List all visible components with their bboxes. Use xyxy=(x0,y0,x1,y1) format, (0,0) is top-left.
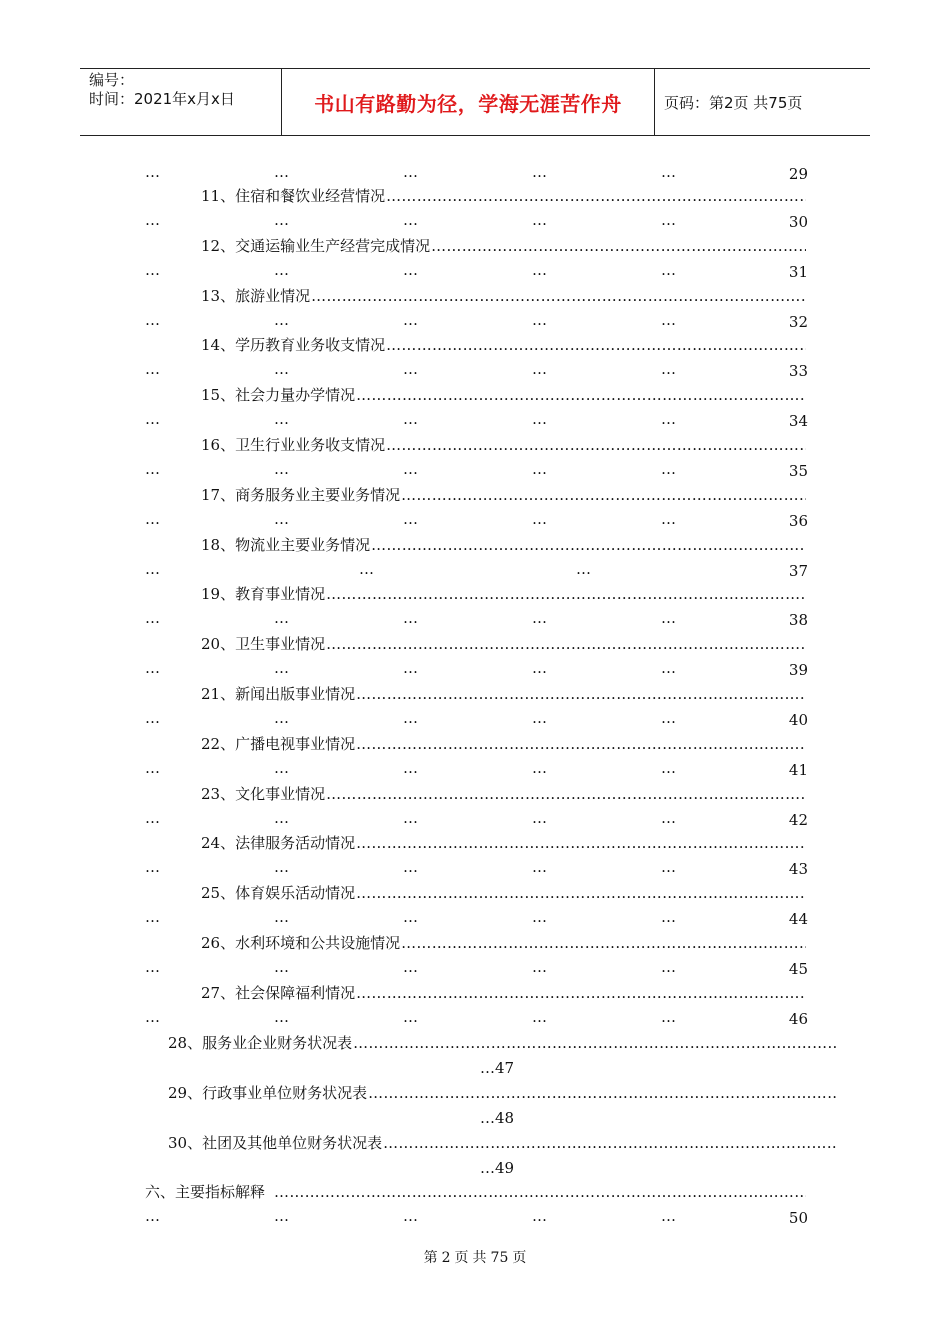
continuation-row-ellipsis: … xyxy=(532,1207,546,1225)
continuation-row-ellipsis: … xyxy=(532,1007,546,1026)
toc-page-number: 37 xyxy=(788,561,808,580)
continuation-row-ellipsis: … xyxy=(145,1007,159,1026)
toc-entry xyxy=(201,933,806,953)
toc-entry xyxy=(201,335,806,355)
footer-gong: 共 xyxy=(472,1250,487,1266)
toc-entry-title: 水利环境和公共设施情况 xyxy=(235,934,401,952)
continuation-row-ellipsis: … xyxy=(274,659,288,678)
continuation-row-ellipsis: … xyxy=(576,559,590,578)
toc-entry-title: 行政事业单位财务状况表 xyxy=(202,1083,368,1102)
continuation-row-ellipsis: … xyxy=(274,211,288,229)
toc-page-number: 34 xyxy=(788,412,808,431)
continuation-row-ellipsis: … xyxy=(403,360,417,379)
footer-page-number: 2 xyxy=(441,1250,451,1266)
toc-entry-number: 17、 xyxy=(201,485,236,504)
toc-dot-leader xyxy=(274,1182,806,1202)
continuation-row-ellipsis: … xyxy=(532,808,546,827)
footer-total-pages: 75 xyxy=(490,1250,509,1266)
toc-page-number: …49 xyxy=(480,1158,515,1177)
toc-entry-title: 交通运输业生产经营完成情况 xyxy=(235,236,431,255)
toc-entry-title: 新闻出版事业情况 xyxy=(235,685,356,703)
continuation-row-ellipsis: … xyxy=(403,609,417,628)
footer-ye-2: 页 xyxy=(512,1250,527,1266)
toc-entry-title: 体育娱乐活动情况 xyxy=(235,884,356,903)
continuation-row-ellipsis: … xyxy=(532,163,546,181)
toc-entry-number: 11、 xyxy=(201,187,236,205)
toc-entry xyxy=(201,584,806,604)
continuation-row-ellipsis: … xyxy=(403,163,417,181)
continuation-row-ellipsis: … xyxy=(403,758,417,777)
toc-entry-number: 27、 xyxy=(201,983,236,1002)
toc-entry xyxy=(201,833,806,853)
continuation-row-ellipsis: … xyxy=(274,410,288,429)
time-label: 时间：2021年x月x日 xyxy=(89,90,235,108)
continuation-row-ellipsis: … xyxy=(403,509,417,528)
continuation-row-ellipsis: … xyxy=(145,659,159,678)
toc-entry-title: 学历教育业务收支情况 xyxy=(235,336,386,355)
continuation-row-ellipsis: … xyxy=(403,958,417,976)
continuation-row-ellipsis: … xyxy=(145,1207,159,1225)
toc-entry-title: 文化事业情况 xyxy=(235,784,326,803)
continuation-row-ellipsis: … xyxy=(532,858,546,877)
toc-dot-leader xyxy=(326,634,806,654)
toc-page-number: 44 xyxy=(788,910,808,929)
continuation-row-ellipsis: … xyxy=(145,509,159,528)
toc-page-number: 36 xyxy=(788,511,808,530)
serial-label: 编号： xyxy=(89,71,135,89)
continuation-row-ellipsis: … xyxy=(532,211,546,229)
toc-table-entry xyxy=(168,1083,838,1103)
toc-entry-number: 13、 xyxy=(201,286,236,305)
continuation-row-ellipsis: … xyxy=(403,460,417,478)
footer-di: 第 xyxy=(423,1250,438,1266)
continuation-row-ellipsis: … xyxy=(145,310,159,329)
continuation-row-ellipsis: … xyxy=(403,1207,417,1225)
toc-entry-title: 旅游业情况 xyxy=(235,286,311,305)
toc-page-number: 32 xyxy=(788,312,808,331)
toc-entry-number: 15、 xyxy=(201,386,236,405)
continuation-row-ellipsis: … xyxy=(403,709,417,727)
toc-page-number: 39 xyxy=(788,661,808,680)
toc-section-entry xyxy=(145,1182,806,1202)
continuation-row-ellipsis: … xyxy=(274,460,288,478)
toc-entry-number: 12、 xyxy=(201,236,236,255)
continuation-row-ellipsis: … xyxy=(661,758,675,777)
continuation-row-ellipsis: … xyxy=(274,310,288,329)
continuation-row-ellipsis: … xyxy=(145,260,159,279)
continuation-row-ellipsis: … xyxy=(145,559,159,578)
toc-entry xyxy=(201,734,806,754)
continuation-row-ellipsis: … xyxy=(403,659,417,678)
toc-entry-number: 26、 xyxy=(201,934,236,952)
toc-dot-leader xyxy=(368,1083,838,1103)
toc-page-number: 45 xyxy=(788,960,808,978)
motto-text: 书山有路勤为径，学海无涯苦作舟 xyxy=(314,91,622,116)
continuation-row-ellipsis: … xyxy=(661,360,675,379)
continuation-row-ellipsis: … xyxy=(661,260,675,279)
continuation-row-ellipsis: … xyxy=(661,410,675,429)
continuation-row-ellipsis: … xyxy=(532,260,546,279)
toc-entry xyxy=(201,385,806,405)
continuation-row-ellipsis: … xyxy=(532,410,546,429)
toc-entry-title: 商务服务业主要业务情况 xyxy=(235,485,401,504)
toc-dot-leader xyxy=(401,485,806,505)
continuation-row-ellipsis: … xyxy=(532,709,546,727)
continuation-row-ellipsis: … xyxy=(661,858,675,877)
toc-dot-leader xyxy=(356,983,806,1003)
continuation-row-ellipsis: … xyxy=(532,360,546,379)
continuation-row-ellipsis: … xyxy=(661,211,675,229)
toc-dot-leader xyxy=(431,236,806,256)
continuation-row-ellipsis: … xyxy=(145,758,159,777)
continuation-row-ellipsis: … xyxy=(661,808,675,827)
toc-entry-title: 社团及其他单位财务状况表 xyxy=(202,1133,383,1152)
toc-dot-leader xyxy=(326,584,806,604)
toc-page-number: 40 xyxy=(788,711,808,729)
toc-entry-title: 社会力量办学情况 xyxy=(235,386,356,405)
continuation-row-ellipsis: … xyxy=(274,758,288,777)
continuation-row-ellipsis: … xyxy=(274,509,288,528)
toc-entry xyxy=(201,535,806,555)
continuation-row-ellipsis: … xyxy=(274,609,288,628)
continuation-row-ellipsis: … xyxy=(359,559,373,578)
continuation-row-ellipsis: … xyxy=(145,808,159,827)
toc-dot-leader xyxy=(311,286,806,306)
toc-entry xyxy=(201,883,806,903)
toc-entry xyxy=(201,634,806,654)
toc-dot-leader xyxy=(326,784,806,804)
continuation-row-ellipsis: … xyxy=(661,908,675,927)
continuation-row-ellipsis: … xyxy=(145,211,159,229)
toc-entry-number: 19、 xyxy=(201,585,236,604)
toc-dot-leader xyxy=(401,933,806,953)
toc-entry-number: 29、 xyxy=(168,1083,203,1102)
continuation-row-ellipsis: … xyxy=(274,1007,288,1026)
toc-page-number: 31 xyxy=(788,262,808,281)
continuation-row-ellipsis: … xyxy=(403,858,417,877)
toc-entry xyxy=(201,485,806,505)
toc-page-number: 38 xyxy=(788,611,808,630)
continuation-row-ellipsis: … xyxy=(145,360,159,379)
continuation-row-ellipsis: … xyxy=(532,908,546,927)
continuation-row-ellipsis: … xyxy=(274,260,288,279)
toc-page-number: …47 xyxy=(480,1059,515,1077)
page-footer xyxy=(0,1247,950,1267)
continuation-row-ellipsis: … xyxy=(274,908,288,927)
continuation-row-ellipsis: … xyxy=(145,709,159,727)
toc-entry-title: 广播电视事业情况 xyxy=(235,734,356,753)
toc-entry-title: 住宿和餐饮业经营情况 xyxy=(235,187,386,205)
toc-entry xyxy=(201,186,806,206)
continuation-row-ellipsis: … xyxy=(661,460,675,478)
toc-page-number: 50 xyxy=(788,1209,808,1227)
continuation-row-ellipsis: … xyxy=(403,1007,417,1026)
toc-entry-title: 社会保障福利情况 xyxy=(235,983,356,1002)
continuation-row-ellipsis: … xyxy=(403,908,417,927)
continuation-row-ellipsis: … xyxy=(532,310,546,329)
toc-entry-title: 物流业主要业务情况 xyxy=(235,535,371,554)
continuation-row-ellipsis: … xyxy=(661,609,675,628)
continuation-row-ellipsis: … xyxy=(145,460,159,478)
continuation-row-ellipsis: … xyxy=(532,460,546,478)
continuation-row-ellipsis: … xyxy=(403,808,417,827)
toc-page-number: 30 xyxy=(788,213,808,231)
toc-entry xyxy=(201,684,806,704)
footer-ye: 页 xyxy=(454,1250,469,1266)
toc-dot-leader xyxy=(386,335,806,355)
continuation-row-ellipsis: … xyxy=(274,360,288,379)
continuation-row-ellipsis: … xyxy=(274,808,288,827)
continuation-row-ellipsis: … xyxy=(661,1007,675,1026)
toc-entry-number: 21、 xyxy=(201,685,236,703)
toc-entry-number: 22、 xyxy=(201,734,236,753)
toc-entry xyxy=(201,286,806,306)
continuation-row-ellipsis: … xyxy=(532,758,546,777)
toc-dot-leader xyxy=(371,535,806,555)
toc-page-number: 46 xyxy=(788,1009,808,1028)
continuation-row-ellipsis: … xyxy=(145,163,159,181)
toc-dot-leader xyxy=(356,734,806,754)
continuation-row-ellipsis: … xyxy=(661,958,675,976)
toc-entry-number: 18、 xyxy=(201,535,236,554)
page-info: 页码：第2页 共75页 xyxy=(664,93,803,112)
toc-dot-leader xyxy=(356,684,806,704)
toc-section-title: 六、主要指标解释 xyxy=(145,1183,266,1201)
toc-page-number: 33 xyxy=(788,362,808,381)
toc-dot-leader xyxy=(356,833,806,853)
toc-entry xyxy=(201,784,806,804)
toc-entry-title: 服务业企业财务状况表 xyxy=(202,1034,353,1052)
continuation-row-ellipsis: … xyxy=(532,958,546,976)
continuation-row-ellipsis: … xyxy=(661,709,675,727)
continuation-row-ellipsis: … xyxy=(403,260,417,279)
toc-entry-number: 25、 xyxy=(201,884,236,903)
continuation-row-ellipsis: … xyxy=(145,958,159,976)
toc-entry-number: 20、 xyxy=(201,635,236,654)
toc-entry-number: 28、 xyxy=(168,1034,203,1052)
toc-entry-number: 24、 xyxy=(201,834,236,853)
continuation-row-ellipsis: … xyxy=(661,163,675,181)
continuation-row-ellipsis: … xyxy=(403,410,417,429)
toc-entry-title: 卫生事业情况 xyxy=(235,635,326,654)
toc-entry xyxy=(201,236,806,256)
continuation-row-ellipsis: … xyxy=(661,310,675,329)
continuation-row-ellipsis: … xyxy=(145,908,159,927)
continuation-row-ellipsis: … xyxy=(661,509,675,528)
toc-entry-title: 教育事业情况 xyxy=(235,585,326,604)
toc-page-number: 43 xyxy=(788,860,808,879)
continuation-row-ellipsis: … xyxy=(145,609,159,628)
continuation-row-ellipsis: … xyxy=(274,163,288,181)
toc-entry-title: 卫生行业业务收支情况 xyxy=(235,436,386,454)
toc-entry xyxy=(201,435,806,455)
toc-page-number: 41 xyxy=(788,760,808,779)
continuation-row-ellipsis: … xyxy=(403,211,417,229)
toc-dot-leader xyxy=(353,1033,838,1053)
toc-dot-leader xyxy=(386,186,806,206)
toc-page-number: 35 xyxy=(788,462,808,480)
toc-page-number: …48 xyxy=(480,1108,515,1127)
toc-page-number: 29 xyxy=(788,165,808,183)
continuation-row-ellipsis: … xyxy=(274,958,288,976)
toc-dot-leader xyxy=(383,1133,838,1153)
toc-page-number: 42 xyxy=(788,810,808,829)
continuation-row-ellipsis: … xyxy=(274,1207,288,1225)
toc-dot-leader xyxy=(386,435,806,455)
continuation-row-ellipsis: … xyxy=(661,1207,675,1225)
continuation-row-ellipsis: … xyxy=(532,509,546,528)
continuation-row-ellipsis: … xyxy=(145,858,159,877)
toc-entry-number: 23、 xyxy=(201,784,236,803)
toc-entry-number: 14、 xyxy=(201,336,236,355)
toc-table-entry xyxy=(168,1133,838,1153)
toc-table-entry xyxy=(168,1033,838,1053)
continuation-row-ellipsis: … xyxy=(403,310,417,329)
toc-dot-leader xyxy=(356,385,806,405)
continuation-row-ellipsis: … xyxy=(145,410,159,429)
toc-entry-number: 30、 xyxy=(168,1133,203,1152)
continuation-row-ellipsis: … xyxy=(661,659,675,678)
toc-entry-title: 法律服务活动情况 xyxy=(235,834,356,853)
toc-entry xyxy=(201,983,806,1003)
continuation-row-ellipsis: … xyxy=(274,858,288,877)
toc-entry-number: 16、 xyxy=(201,436,236,454)
continuation-row-ellipsis: … xyxy=(274,709,288,727)
continuation-row-ellipsis: … xyxy=(532,609,546,628)
toc-dot-leader xyxy=(356,883,806,903)
continuation-row-ellipsis: … xyxy=(532,659,546,678)
